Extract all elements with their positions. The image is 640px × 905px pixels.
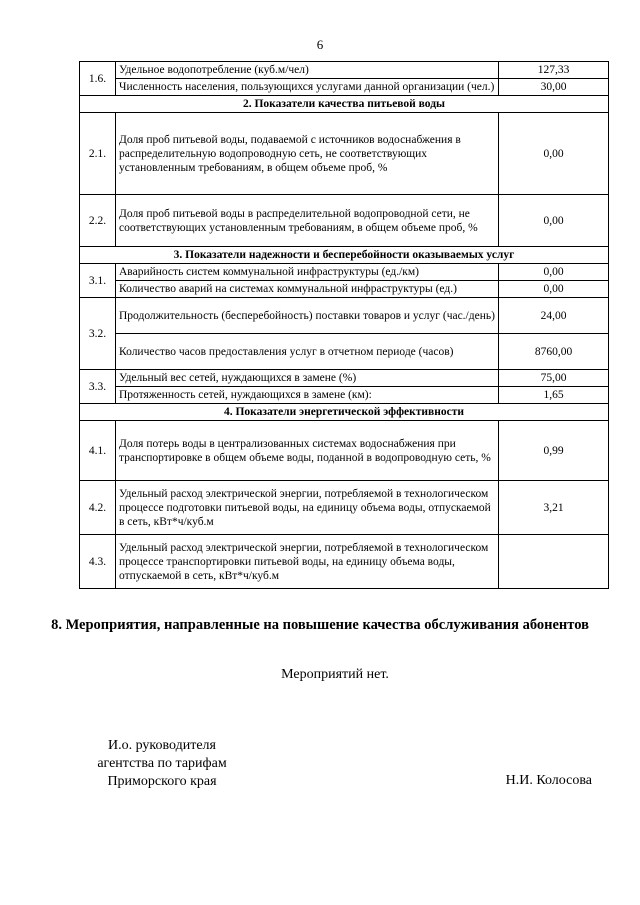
page-number: 6 [316,37,324,52]
table-row [80,281,609,298]
indicator-label: Удельное водопотребление (куб.м/чел) [116,62,499,79]
row-number: 3.1. [80,264,116,298]
indicator-value: 127,33 [499,62,609,79]
indicator-value: 0,00 [499,264,609,281]
indicator-value: 0,00 [499,113,609,195]
indicator-value: 3,21 [499,481,609,535]
row-number: 3.2. [80,298,116,370]
table-row [80,481,609,535]
row-number: 3.3. [80,370,116,404]
table-row [80,195,609,247]
signatory-position-line: Приморского края [107,774,217,789]
table-row [80,264,609,281]
row-number: 4.3. [80,535,116,589]
section-header-row [80,404,609,421]
indicator-value: 24,00 [499,298,609,334]
indicator-value: 30,00 [499,79,609,96]
indicator-label: Удельный расход электрической энергии, потребляемой в технологическом процессе подготовки питьевой воды, на единицу объема воды, отпускаемой в сеть, кВт*ч/куб.м [116,481,499,535]
table-row [80,535,609,589]
indicator-label: Аварийность систем коммунальной инфраструктуры (ед./км) [116,264,499,281]
row-number: 1.6. [80,62,116,96]
indicator-value: 0,00 [499,281,609,298]
section-8-title: 8. Мероприятия, направленные на повышение качества обслуживания абонентов [51,617,589,633]
section-header-row [80,247,609,264]
indicator-label: Количество аварий на системах коммунальной инфраструктуры (ед.) [116,281,499,298]
indicator-value: 75,00 [499,370,609,387]
indicator-label: Доля проб питьевой воды, подаваемой с источников водоснабжения в распределительную водопроводную сеть, не соответствующих установленным требованиям, в общем объеме проб, % [116,113,499,195]
section-4-title: 4. Показатели энергетической эффективности [80,404,609,421]
table-row [80,421,609,481]
table-row [80,113,609,195]
signatory-position-line: агентства по тарифам [97,756,227,771]
indicator-value: 0,00 [499,195,609,247]
table-row [80,334,609,370]
table-row [80,62,609,79]
row-number: 2.2. [80,195,116,247]
indicator-label: Продолжительность (бесперебойность) поставки товаров и услуг (час./день) [116,298,499,334]
row-number: 4.2. [80,481,116,535]
no-measures-text: Мероприятий нет. [281,667,389,682]
row-number: 2.1. [80,113,116,195]
indicator-value: 1,65 [499,387,609,404]
indicator-value [499,535,609,589]
indicators-table [79,61,609,589]
signatory-name: Н.И. Колосова [505,773,592,788]
indicator-label: Численность населения, пользующихся услугами данной организации (чел.) [116,79,499,96]
table-row [80,370,609,387]
indicator-label: Доля проб питьевой воды в распределительной водопроводной сети, не соответствующих установленным требованиям, в общем объеме проб, % [116,195,499,247]
section-3-title: 3. Показатели надежности и бесперебойности оказываемых услуг [80,247,609,264]
table-row [80,387,609,404]
signatory-position-line: И.о. руководителя [107,738,216,753]
signatory-position [82,737,242,791]
table-row [80,298,609,334]
indicator-value: 8760,00 [499,334,609,370]
indicator-label: Удельный вес сетей, нуждающихся в замене (%) [116,370,499,387]
section-header-row [80,96,609,113]
indicator-label: Протяженность сетей, нуждающихся в замене (км): [116,387,499,404]
indicator-label: Удельный расход электрической энергии, потребляемой в технологическом процессе транспортировки питьевой воды, на единицу объема воды, отпускаемой в сеть, кВт*ч/куб.м [116,535,499,589]
table-row [80,79,609,96]
section-2-title: 2. Показатели качества питьевой воды [80,96,609,113]
indicator-label: Количество часов предоставления услуг в отчетном периоде (часов) [116,334,499,370]
indicator-value: 0,99 [499,421,609,481]
row-number: 4.1. [80,421,116,481]
indicator-label: Доля потерь воды в централизованных системах водоснабжения при транспортировке в общем объеме воды, поданной в водопроводную сеть, % [116,421,499,481]
